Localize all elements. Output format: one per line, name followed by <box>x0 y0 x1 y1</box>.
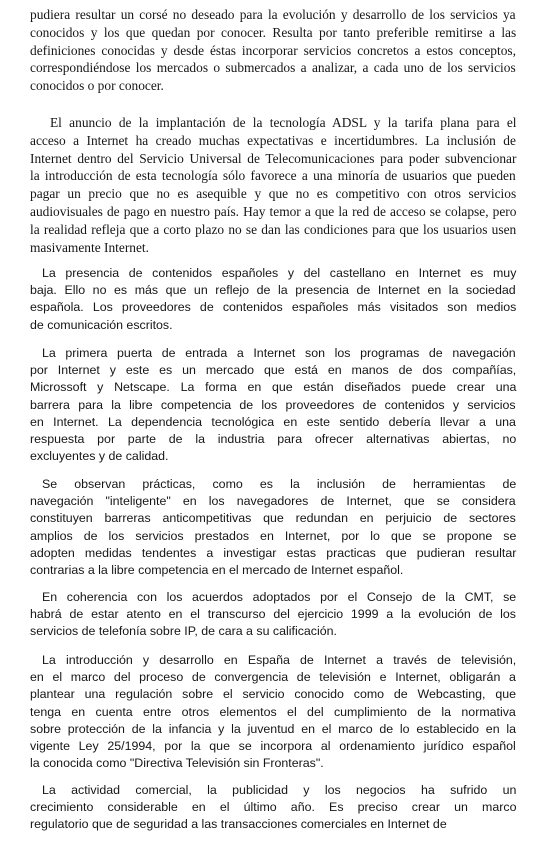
text-line: amplios de los servicios prestados en Internet, por lo que se propone se <box>30 528 517 543</box>
text-line: conocidos y los que quedan por conocer. Resulta por tanto preferible remitirse a las <box>30 24 517 40</box>
text-line: adopten medidas tendentes a investigar estas practicas que pudieran resultar <box>30 545 517 560</box>
text-line: baja. Ello no es más que un reflejo de la presencia de Internet en la sociedad <box>30 283 516 298</box>
text-line: La introducción y desarrollo en España de Internet a través de televisión, <box>42 653 517 667</box>
text-line: El anuncio de la implantación de la tecnología ADSL y la tarifa plana para el <box>50 115 517 130</box>
text-line: definiciones conocidas y desde éstas incorporar servicios concretos a estos conceptos, <box>30 42 516 58</box>
paragraph-adsl <box>30 114 516 256</box>
text-line: sobre protección de la infancia y la juventud en el marco de lo establecido en la <box>30 721 517 736</box>
text-line: española. Los proveedores de contenidos españoles más visitados son medios <box>30 300 517 315</box>
text-line: vigente Ley 25/1994, por la que se incorpora al ordenamiento jurídico español <box>30 739 516 754</box>
text-line: en Internet. La dependencia tecnológica en este sentido debería llevar a una <box>30 414 516 429</box>
text-line: barrera para la libre competencia de los proveedores de contenidos y servicios <box>30 397 516 412</box>
text-line: contrarias a la libre competencia en el mercado de Internet español. <box>30 563 404 578</box>
text-line: pudiera resultar un corsé no deseado para la evolución y desarrollo de los servicios ya <box>30 7 516 22</box>
text-line: Internet dentro del Servicio Universal de Telecomunicaciones para poder subvencionar <box>30 150 517 166</box>
paragraph-spanish-content <box>30 265 516 334</box>
text-line: servicios de telefonía sobre IP, de cara a su calificación. <box>30 624 337 639</box>
paragraph-anticompetitive <box>30 476 516 579</box>
text-line: en el marco del proceso de convergencia de televisión e Internet, obligarán a <box>30 670 516 685</box>
text-line: acceso a Internet ha creado muchas expectativas e incertidumbres. La inclusión de <box>30 132 516 148</box>
text-line: plantear una regulación sobre el servicio conocido como de Webcasting, que <box>30 687 516 702</box>
text-line: En coherencia con los acuerdos adoptados por el Consejo de la CMT, se <box>42 590 517 604</box>
text-line: navegación "inteligente" en los navegadores de Internet, que se considera <box>30 494 516 509</box>
text-line: audiovisuales de pago en nuestro país. Hay temor a que la red de acceso se colapse, pero <box>30 203 517 219</box>
text-line: La actividad comercial, la publicidad y los negocios ha sufrido un <box>42 783 517 797</box>
text-line: crecimiento considerable en el último año. Es preciso crear un marco <box>30 800 517 815</box>
text-line: La presencia de contenidos españoles y del castellano en Internet es muy <box>42 266 517 280</box>
text-line: constituyen barreras anticompetitivas que redundan en perjuicio de sectores <box>30 511 516 526</box>
text-line: la conocida como "Directiva Televisión sin Fronteras". <box>30 756 324 771</box>
text-line: pagar un precio que no es asequible y que no es competitivo con otros servicios <box>30 186 517 202</box>
text-line: respuesta por parte de la industria para ofrecer alternativas abiertas, no <box>30 432 517 447</box>
paragraph-browsers <box>30 345 516 465</box>
paragraph-ecommerce <box>30 782 516 834</box>
text-line: Microssoft y Netscape. La forma en que están diseñados puede crear una <box>30 380 517 395</box>
text-line: masivamente Internet. <box>30 239 149 255</box>
paragraph-service-definitions <box>30 6 516 95</box>
text-line: Se observan prácticas, como es la inclusión de herramientas de <box>42 477 517 491</box>
paragraph-ip-telephony <box>30 589 516 641</box>
text-line: regulatorio que de seguridad a las transacciones comerciales en Internet de <box>30 817 447 832</box>
text-line: habrá de estar atento en el transcurso del ejercicio 1999 a la evolución de los <box>30 607 516 622</box>
text-line: la realidad refleja que a corto plazo no se dan las condiciones para que los usuarios usen <box>30 221 517 237</box>
text-line: correspondiéndose los mercados o submercados a analizar, a cada uno de los servicios <box>30 60 516 76</box>
text-line: la introducción de esta tecnología sólo favorece a una minoría de usuarios que pueden <box>30 168 516 184</box>
text-line: por Internet y este es un mercado que está en manos de dos compañías, <box>30 363 517 378</box>
text-line: La primera puerta de entrada a Internet son los programas de navegación <box>42 346 516 360</box>
text-line: excluyentes y de calidad. <box>30 449 169 464</box>
text-line: de comunicación escritos. <box>30 317 173 332</box>
paragraph-webcasting <box>30 652 516 772</box>
text-line: conocidos o por conocer. <box>30 78 164 94</box>
text-line: tenga en cuenta entre otros elementos el del cumplimiento de la normativa <box>30 704 516 719</box>
